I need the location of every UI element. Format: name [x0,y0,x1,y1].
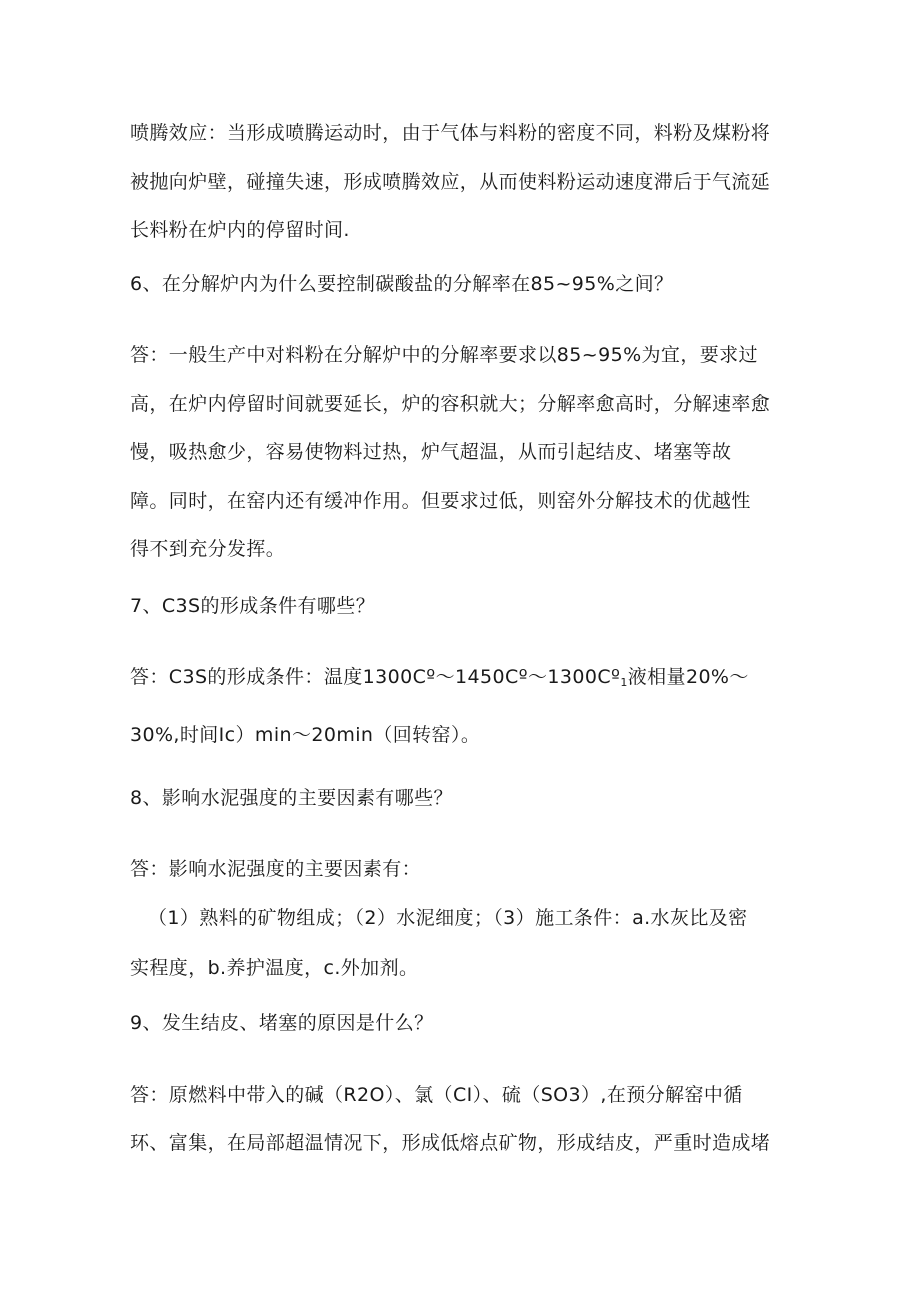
answer-6-line: 高，在炉内停留时间就要延长，炉的容积就大；分解率愈高时，分解速率愈 [130,393,771,415]
answer-6-line: 答：一般生产中对料粉在分解炉中的分解率要求以85~95%为宜，要求过 [130,344,758,366]
answer-9-line: 答：原燃料中带入的碱（R2O）、氯（CI）、硫（SO3）,在预分解窑中循 [130,1084,743,1106]
question-8: 8、影响水泥强度的主要因素有哪些？ [130,787,453,809]
answer-6-line: 障。同时，在窑内还有缓冲作用。但要求过低，则窑外分解技术的优越性 [130,490,751,512]
answer-7-line [130,665,749,695]
text-line: 长料粉在炉内的停留时间. [130,219,350,241]
answer-7-text: 答：C3S的形成条件：温度1300Cº～1450Cº～1300Cº [130,666,621,688]
answer-8-line: 实程度，b.养护温度，c.外加剂。 [130,957,419,979]
answer-7-text-cont: 液相量20%～ [627,666,749,688]
answer-8-line: （1）熟料的矿物组成；（2）水泥细度；（3）施工条件：a.水灰比及密 [148,907,748,929]
answer-9-line: 环、富集，在局部超温情况下，形成低熔点矿物，形成结皮，严重时造成堵 [130,1132,771,1154]
answer-6-line: 慢，吸热愈少，容易使物料过热，炉气超温，从而引起结皮、堵塞等故 [130,441,732,463]
question-7: 7、C3S的形成条件有哪些？ [130,595,376,617]
text-line: 被抛向炉壁，碰撞失速，形成喷腾效应，从而使料粉运动速度滞后于气流延 [130,171,771,193]
question-6: 6、在分解炉内为什么要控制碳酸盐的分解率在85~95%之间？ [130,273,674,295]
question-9: 9、发生结皮、堵塞的原因是什么？ [130,1012,434,1034]
text-line: 喷腾效应：当形成喷腾运动时，由于气体与料粉的密度不同，料粉及煤粉将 [130,122,771,144]
answer-6-line: 得不到充分发挥。 [130,538,286,560]
subscript-mark: 1 [620,676,628,689]
answer-8-line: 答：影响水泥强度的主要因素有： [130,858,422,880]
answer-7-line: 30%,时间Ic）min～20min（回转窑）。 [130,724,481,746]
